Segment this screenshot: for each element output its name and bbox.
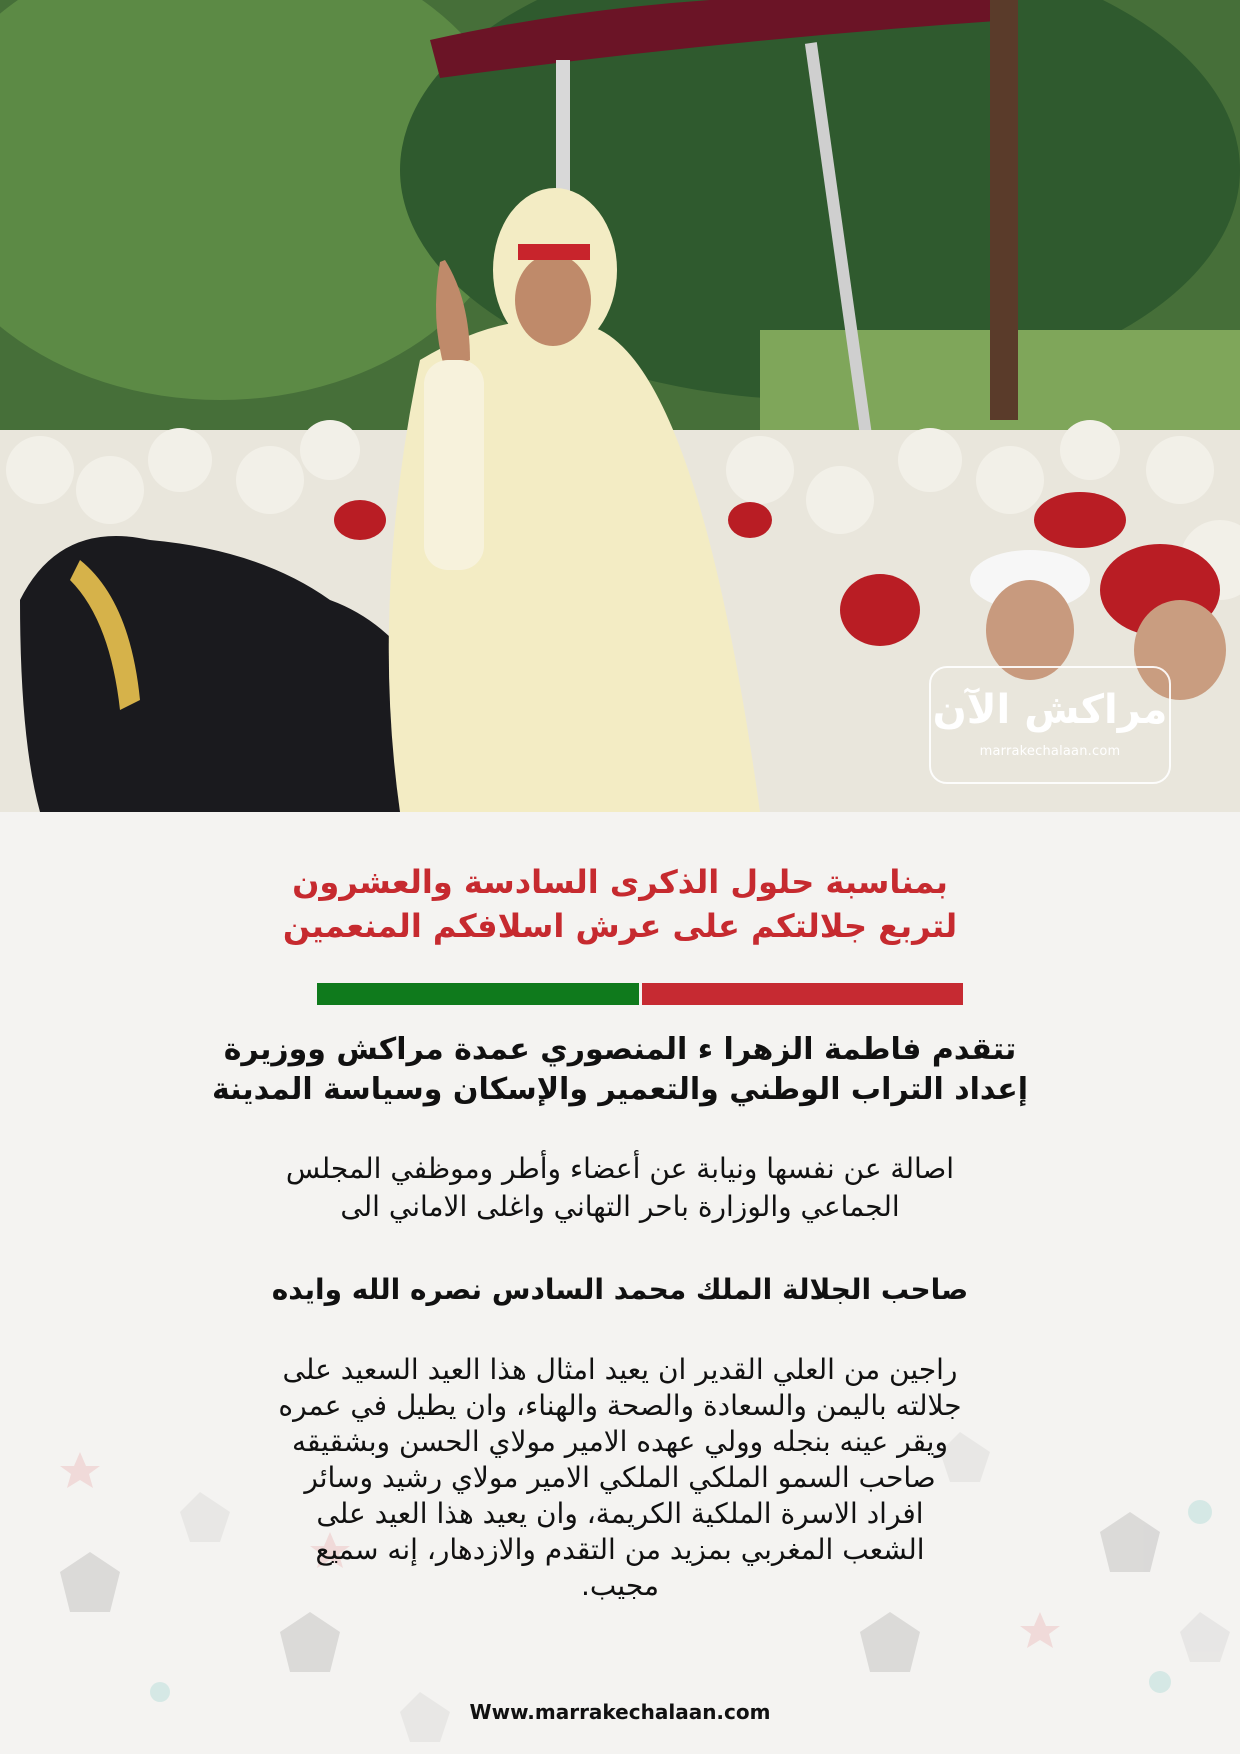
wishes-line: راجين من العلي القدير ان يعيد امثال هذا العيد السعيد على <box>282 1353 958 1386</box>
sender-line-2: إعداد التراب الوطني والتعمير والإسكان وسياسة المدينة <box>211 1072 1029 1107</box>
headline <box>120 860 1120 948</box>
king-title: صاحب الجلالة الملك محمد السادس نصره الله وايده <box>271 1273 969 1306</box>
wishes-line: صاحب السمو الملكي الملكي الامير مولاي رشيد وسائر <box>304 1461 936 1494</box>
flag-bar-red <box>642 983 963 1005</box>
sender-block <box>80 1030 1160 1110</box>
wishes-line: ويقر عينه بنجله وولي عهده الامير مولاي الحسن وبشقيقه <box>292 1425 948 1458</box>
wishes-line: جلالته باليمن والسعادة والصحة والهناء، وان يطيل في عمره <box>278 1389 962 1422</box>
flag-color-bar <box>317 983 963 1005</box>
headline-line-1: بمناسبة حلول الذكرى السادسة والعشرون <box>292 863 948 901</box>
intro-line-2: الجماعي والوزارة باحر التهاني واغلى الاماني الى <box>340 1190 900 1223</box>
wishes-line: مجيب. <box>581 1569 659 1602</box>
site-logo-name: مراكش الآن <box>932 687 1168 733</box>
ceremony-photo <box>0 0 1240 812</box>
intro-line-1: اصالة عن نفسها ونيابة عن أعضاء وأطر وموظفي المجلس <box>285 1152 955 1185</box>
sender-line-1: تتقدم فاطمة الزهرا ء المنصوري عمدة مراكش ووزيرة <box>223 1032 1017 1067</box>
flag-bar-green <box>317 983 639 1005</box>
wishes-block <box>70 1352 1170 1604</box>
wishes-line: الشعب المغربي بمزيد من التقدم والازدهار، إنه سميع <box>315 1533 925 1566</box>
footer-website-link[interactable]: Www.marrakechalaan.com <box>469 1700 771 1724</box>
site-logo <box>929 666 1171 784</box>
site-logo-url: marrakechalaan.com <box>979 744 1121 759</box>
intro-block <box>80 1150 1160 1226</box>
headline-line-2: لتربع جلالتكم على عرش اسلافكم المنعمين <box>282 907 958 945</box>
wishes-line: افراد الاسرة الملكية الكريمة، وان يعيد هذا العيد على <box>316 1497 924 1530</box>
message-section <box>0 812 1240 1754</box>
